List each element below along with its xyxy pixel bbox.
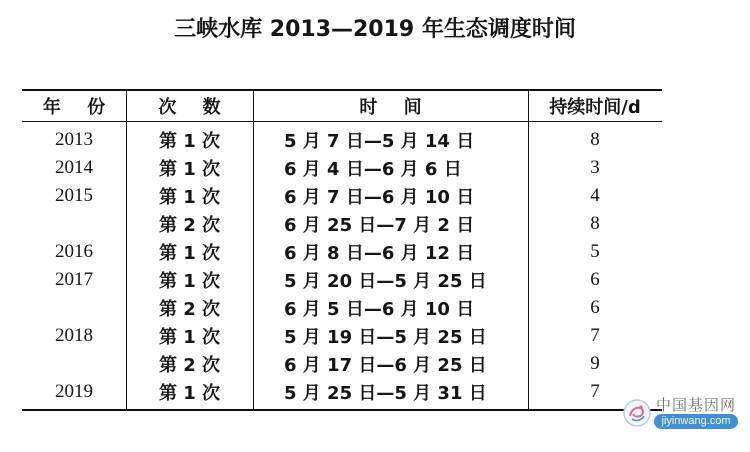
year-cell: 2014 [55,157,93,178]
year-cell: 2013 [55,129,93,150]
header-duration: 持续时间/d [549,97,641,118]
count-cell: 第 2 次 [158,215,221,236]
table-row [22,238,662,266]
dna-logo-icon [622,398,652,428]
header-year: 年 份 [42,97,106,118]
table-row [22,182,662,210]
table-row [22,294,662,322]
table-row [22,350,662,378]
duration-cell: 6 [590,269,600,290]
table-header-rule [22,121,662,122]
year-cell: 2018 [55,325,93,346]
watermark-url: jiyinwang.com [654,414,738,429]
count-cell: 第 1 次 [158,187,221,208]
time-cell: 6 月 25 日—7 月 2 日 [284,215,475,236]
year-cell: 2019 [55,381,93,402]
duration-cell: 7 [590,325,600,346]
table-bottom-rule [22,409,662,411]
count-cell: 第 1 次 [158,383,221,404]
time-cell: 5 月 19 日—5 月 25 日 [284,327,487,348]
time-cell: 6 月 7 日—6 月 10 日 [284,187,475,208]
table-header-row [22,91,662,121]
table-row [22,210,662,238]
table-row [22,378,662,406]
year-cell: 2016 [55,241,93,262]
column-divider [253,89,254,411]
watermark-site-name: 中国基因网 [656,396,737,414]
count-cell: 第 2 次 [158,355,221,376]
duration-cell: 8 [590,129,600,150]
count-cell: 第 1 次 [158,159,221,180]
table-body [22,126,662,406]
header-count: 次 数 [158,97,221,118]
duration-cell: 8 [590,213,600,234]
duration-cell: 6 [590,297,600,318]
duration-cell: 5 [590,241,600,262]
time-cell: 5 月 20 日—5 月 25 日 [284,271,487,292]
duration-cell: 3 [590,157,600,178]
count-cell: 第 2 次 [158,299,221,320]
table-row [22,126,662,154]
time-cell: 6 月 4 日—6 月 6 日 [284,159,462,180]
duration-cell: 4 [590,185,600,206]
duration-cell: 7 [590,381,600,402]
header-time: 时 间 [359,97,422,118]
duration-cell: 9 [590,353,600,374]
year-cell: 2017 [55,269,93,290]
year-cell [22,294,126,322]
year-cell [22,350,126,378]
time-cell: 5 月 7 日—5 月 14 日 [284,131,475,152]
table-row [22,266,662,294]
count-cell: 第 1 次 [158,271,221,292]
page-title: 三峡水库 2013—2019 年生态调度时间 [174,17,576,42]
time-cell: 6 月 8 日—6 月 12 日 [284,243,475,264]
time-cell: 6 月 5 日—6 月 10 日 [284,299,475,320]
column-divider [126,89,127,411]
schedule-table [22,89,662,411]
count-cell: 第 1 次 [158,131,221,152]
table-row [22,154,662,182]
time-cell: 5 月 25 日—5 月 31 日 [284,383,487,404]
time-cell: 6 月 17 日—6 月 25 日 [284,355,487,376]
count-cell: 第 1 次 [158,243,221,264]
year-cell: 2015 [55,185,93,206]
site-watermark [622,396,740,430]
year-cell [22,210,126,238]
table-row [22,322,662,350]
column-divider [528,89,529,411]
count-cell: 第 1 次 [158,327,221,348]
